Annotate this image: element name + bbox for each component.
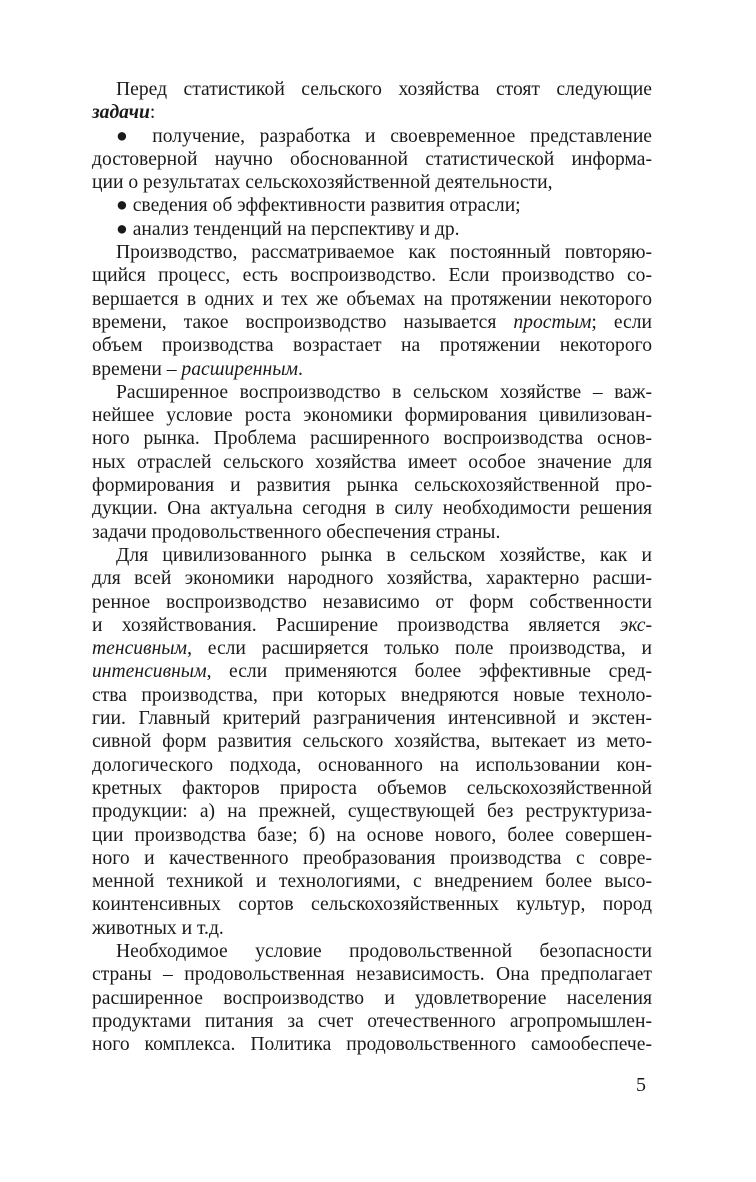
text-segment: дукции. Она актуальна сегодня в силу необходимости решения	[92, 498, 652, 520]
text-segment: вершается в одних и тех же объемах на протяжении некоторого	[92, 288, 652, 310]
text-line	[92, 544, 652, 567]
text-line	[92, 824, 652, 847]
text-line	[92, 474, 652, 497]
text-line	[92, 101, 652, 124]
text-line	[92, 427, 652, 450]
emphasis-text: задачи	[92, 102, 150, 124]
text-segment: ● анализ тенденций на перспективу и др.	[116, 218, 460, 240]
text-segment: сивной форм развития сельского хозяйства, вытекает из мето-	[92, 731, 652, 753]
text-segment: ● получение, разработка и своевременное представление	[116, 125, 652, 147]
text-line	[92, 730, 652, 753]
text-line	[92, 870, 652, 893]
text-line	[92, 241, 652, 264]
text-segment: продуктами питания за счет отечественного агропромышлен-	[92, 1010, 652, 1032]
text-line	[92, 800, 652, 823]
text-segment: ного и качественного преобразования производства с совре-	[92, 847, 652, 869]
text-line	[92, 917, 652, 940]
text-segment: нейшее условие роста экономики формирования цивилизован-	[92, 405, 652, 427]
text-segment: ных отраслей сельского хозяйства имеет особое значение для	[92, 451, 652, 473]
text-segment: Производство, рассматриваемое как постоянный повторяю-	[116, 242, 652, 264]
text-segment: ства производства, при которых внедряются новые техноло-	[92, 684, 652, 706]
emphasis-text: тенсивным	[92, 638, 188, 660]
text-segment: ции о результатах сельскохозяйственной деятельности,	[92, 172, 553, 194]
emphasis-text: экс-	[619, 614, 652, 636]
text-line	[92, 963, 652, 986]
text-segment: кретных факторов прироста объемов сельскохозяйственной	[92, 777, 652, 799]
text-line	[92, 381, 652, 404]
text-segment: , если применяются более эффективные сред-	[206, 661, 652, 683]
text-segment: Необходимое условие продовольственной безопасности	[116, 940, 652, 962]
text-line	[92, 1010, 652, 1033]
text-segment: дологического подхода, основанного на использовании кон-	[92, 754, 652, 776]
text-line	[92, 660, 652, 683]
text-line	[92, 497, 652, 520]
text-line	[92, 311, 652, 334]
text-line	[92, 194, 652, 217]
text-segment: для всей экономики народного хозяйства, характерно расши-	[92, 568, 652, 590]
text-line	[92, 684, 652, 707]
text-line	[92, 940, 652, 963]
text-line	[92, 707, 652, 730]
text-line	[92, 521, 652, 544]
text-segment: ции производства базе; б) на основе нового, более совершен-	[92, 824, 652, 846]
text-segment: и хозяйствования. Расширение производства является	[92, 614, 620, 636]
text-line	[92, 218, 652, 241]
text-segment: Для цивилизованного рынка в сельском хозяйстве, как и	[116, 544, 652, 566]
text-line	[92, 637, 652, 660]
text-line	[92, 171, 652, 194]
text-line	[92, 358, 652, 381]
text-line	[92, 987, 652, 1010]
text-segment: ; если	[591, 311, 652, 333]
text-line	[92, 1033, 652, 1056]
text-line	[92, 847, 652, 870]
text-line	[92, 288, 652, 311]
text-segment: ного рынка. Проблема расширенного воспроизводства основ-	[92, 428, 652, 450]
text-line	[92, 451, 652, 474]
text-segment: ● сведения об эффективности развития отрасли;	[116, 195, 521, 217]
page-number: 5	[636, 1074, 646, 1096]
text-line	[92, 777, 652, 800]
text-line	[92, 754, 652, 777]
emphasis-text: простым	[513, 311, 592, 333]
text-line	[92, 125, 652, 148]
text-segment: ного комплекса. Политика продовольственного самообеспече-	[92, 1034, 652, 1056]
text-line	[92, 893, 652, 916]
text-segment: коинтенсивных сортов сельскохозяйственных культур, пород	[92, 894, 652, 916]
text-line	[92, 591, 652, 614]
text-segment: Перед статистикой сельского хозяйства стоят следующие	[116, 79, 652, 100]
text-segment: менной техникой и технологиями, с внедрением более высо-	[92, 871, 652, 893]
text-segment: расширенное воспроизводство и удовлетворение населения	[92, 987, 652, 1009]
text-segment: :	[149, 102, 156, 124]
text-line	[92, 614, 652, 637]
text-line	[92, 148, 652, 171]
text-segment: времени –	[92, 358, 182, 380]
text-line	[92, 334, 652, 357]
text-segment: щийся процесс, есть воспроизводство. Если производство со-	[92, 265, 652, 287]
emphasis-text: расширенным	[181, 358, 298, 380]
text-segment: гии. Главный критерий разграничения интенсивной и экстен-	[92, 708, 652, 730]
text-segment: продукции: а) на прежней, существующей без реструктуриза-	[92, 801, 652, 823]
page-body	[92, 78, 652, 1056]
text-segment: животных и т.д.	[92, 917, 224, 939]
text-line	[92, 567, 652, 590]
text-segment: формирования и развития рынка сельскохозяйственной про-	[92, 475, 652, 497]
text-segment: объем производства возрастает на протяжении некоторого	[92, 335, 652, 357]
text-segment: времени, такое воспроизводство называется	[92, 311, 514, 333]
text-segment: достоверной научно обоснованной статистической информа-	[92, 148, 652, 170]
text-line	[92, 264, 652, 287]
text-segment: , если расширяется только поле производства, и	[187, 638, 652, 660]
text-segment: Расширенное воспроизводство в сельском хозяйстве – важ-	[116, 381, 652, 403]
text-segment: страны – продовольственная независимость. Она предполагает	[92, 964, 652, 986]
text-line	[92, 404, 652, 427]
text-segment: задачи продовольственного обеспечения страны.	[92, 521, 501, 543]
text-segment: ренное воспроизводство независимо от форм собственности	[92, 591, 652, 613]
text-line	[92, 78, 652, 101]
emphasis-text: интенсивным	[92, 661, 207, 683]
text-segment: .	[298, 358, 303, 380]
